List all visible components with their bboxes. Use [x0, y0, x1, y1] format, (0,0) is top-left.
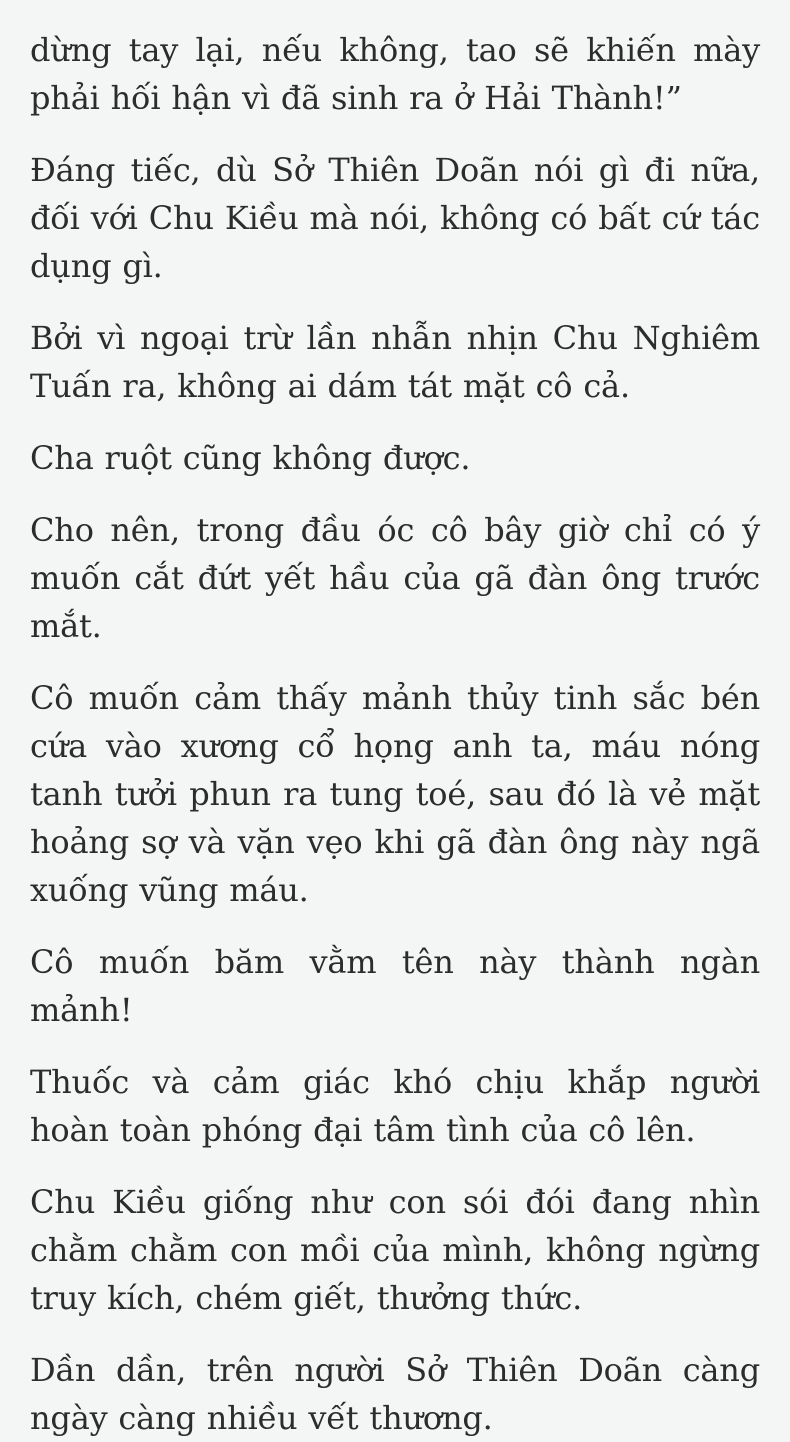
paragraph: Thuốc và cảm giác khó chịu khắp người hoàn toàn phóng đại tâm tình của cô lên.	[30, 1063, 760, 1149]
paragraph: Cha ruột cũng không được.	[30, 439, 471, 477]
paragraph: Dần dần, trên người Sở Thiên Doãn càng ngày càng nhiều vết thương.	[30, 1351, 760, 1437]
paragraph: Bởi vì ngoại trừ lần nhẫn nhịn Chu Nghiêm Tuấn ra, không ai dám tát mặt cô cả.	[30, 319, 760, 405]
paragraph: Đáng tiếc, dù Sở Thiên Doãn nói gì đi nữa, đối với Chu Kiều mà nói, không có bất cứ tác dụng gì.	[30, 151, 760, 285]
paragraph: Chu Kiều giống như con sói đói đang nhìn chằm chằm con mồi của mình, không ngừng truy kích, chém giết, thưởng thức.	[30, 1183, 760, 1317]
paragraph: Cô muốn băm vằm tên này thành ngàn mảnh!	[30, 943, 760, 1029]
paragraph: dừng tay lại, nếu không, tao sẽ khiến mày phải hối hận vì đã sinh ra ở Hải Thành!”	[30, 31, 760, 117]
paragraph: Cho nên, trong đầu óc cô bây giờ chỉ có ý muốn cắt đứt yết hầu của gã đàn ông trước mắt.	[30, 511, 760, 645]
paragraph: Cô muốn cảm thấy mảnh thủy tinh sắc bén cứa vào xương cổ họng anh ta, máu nóng tanh tưởi phun ra tung toé, sau đó là vẻ mặt hoảng sợ và vặn vẹo khi gã đàn ông này ngã xuống vũng máu.	[30, 679, 760, 909]
